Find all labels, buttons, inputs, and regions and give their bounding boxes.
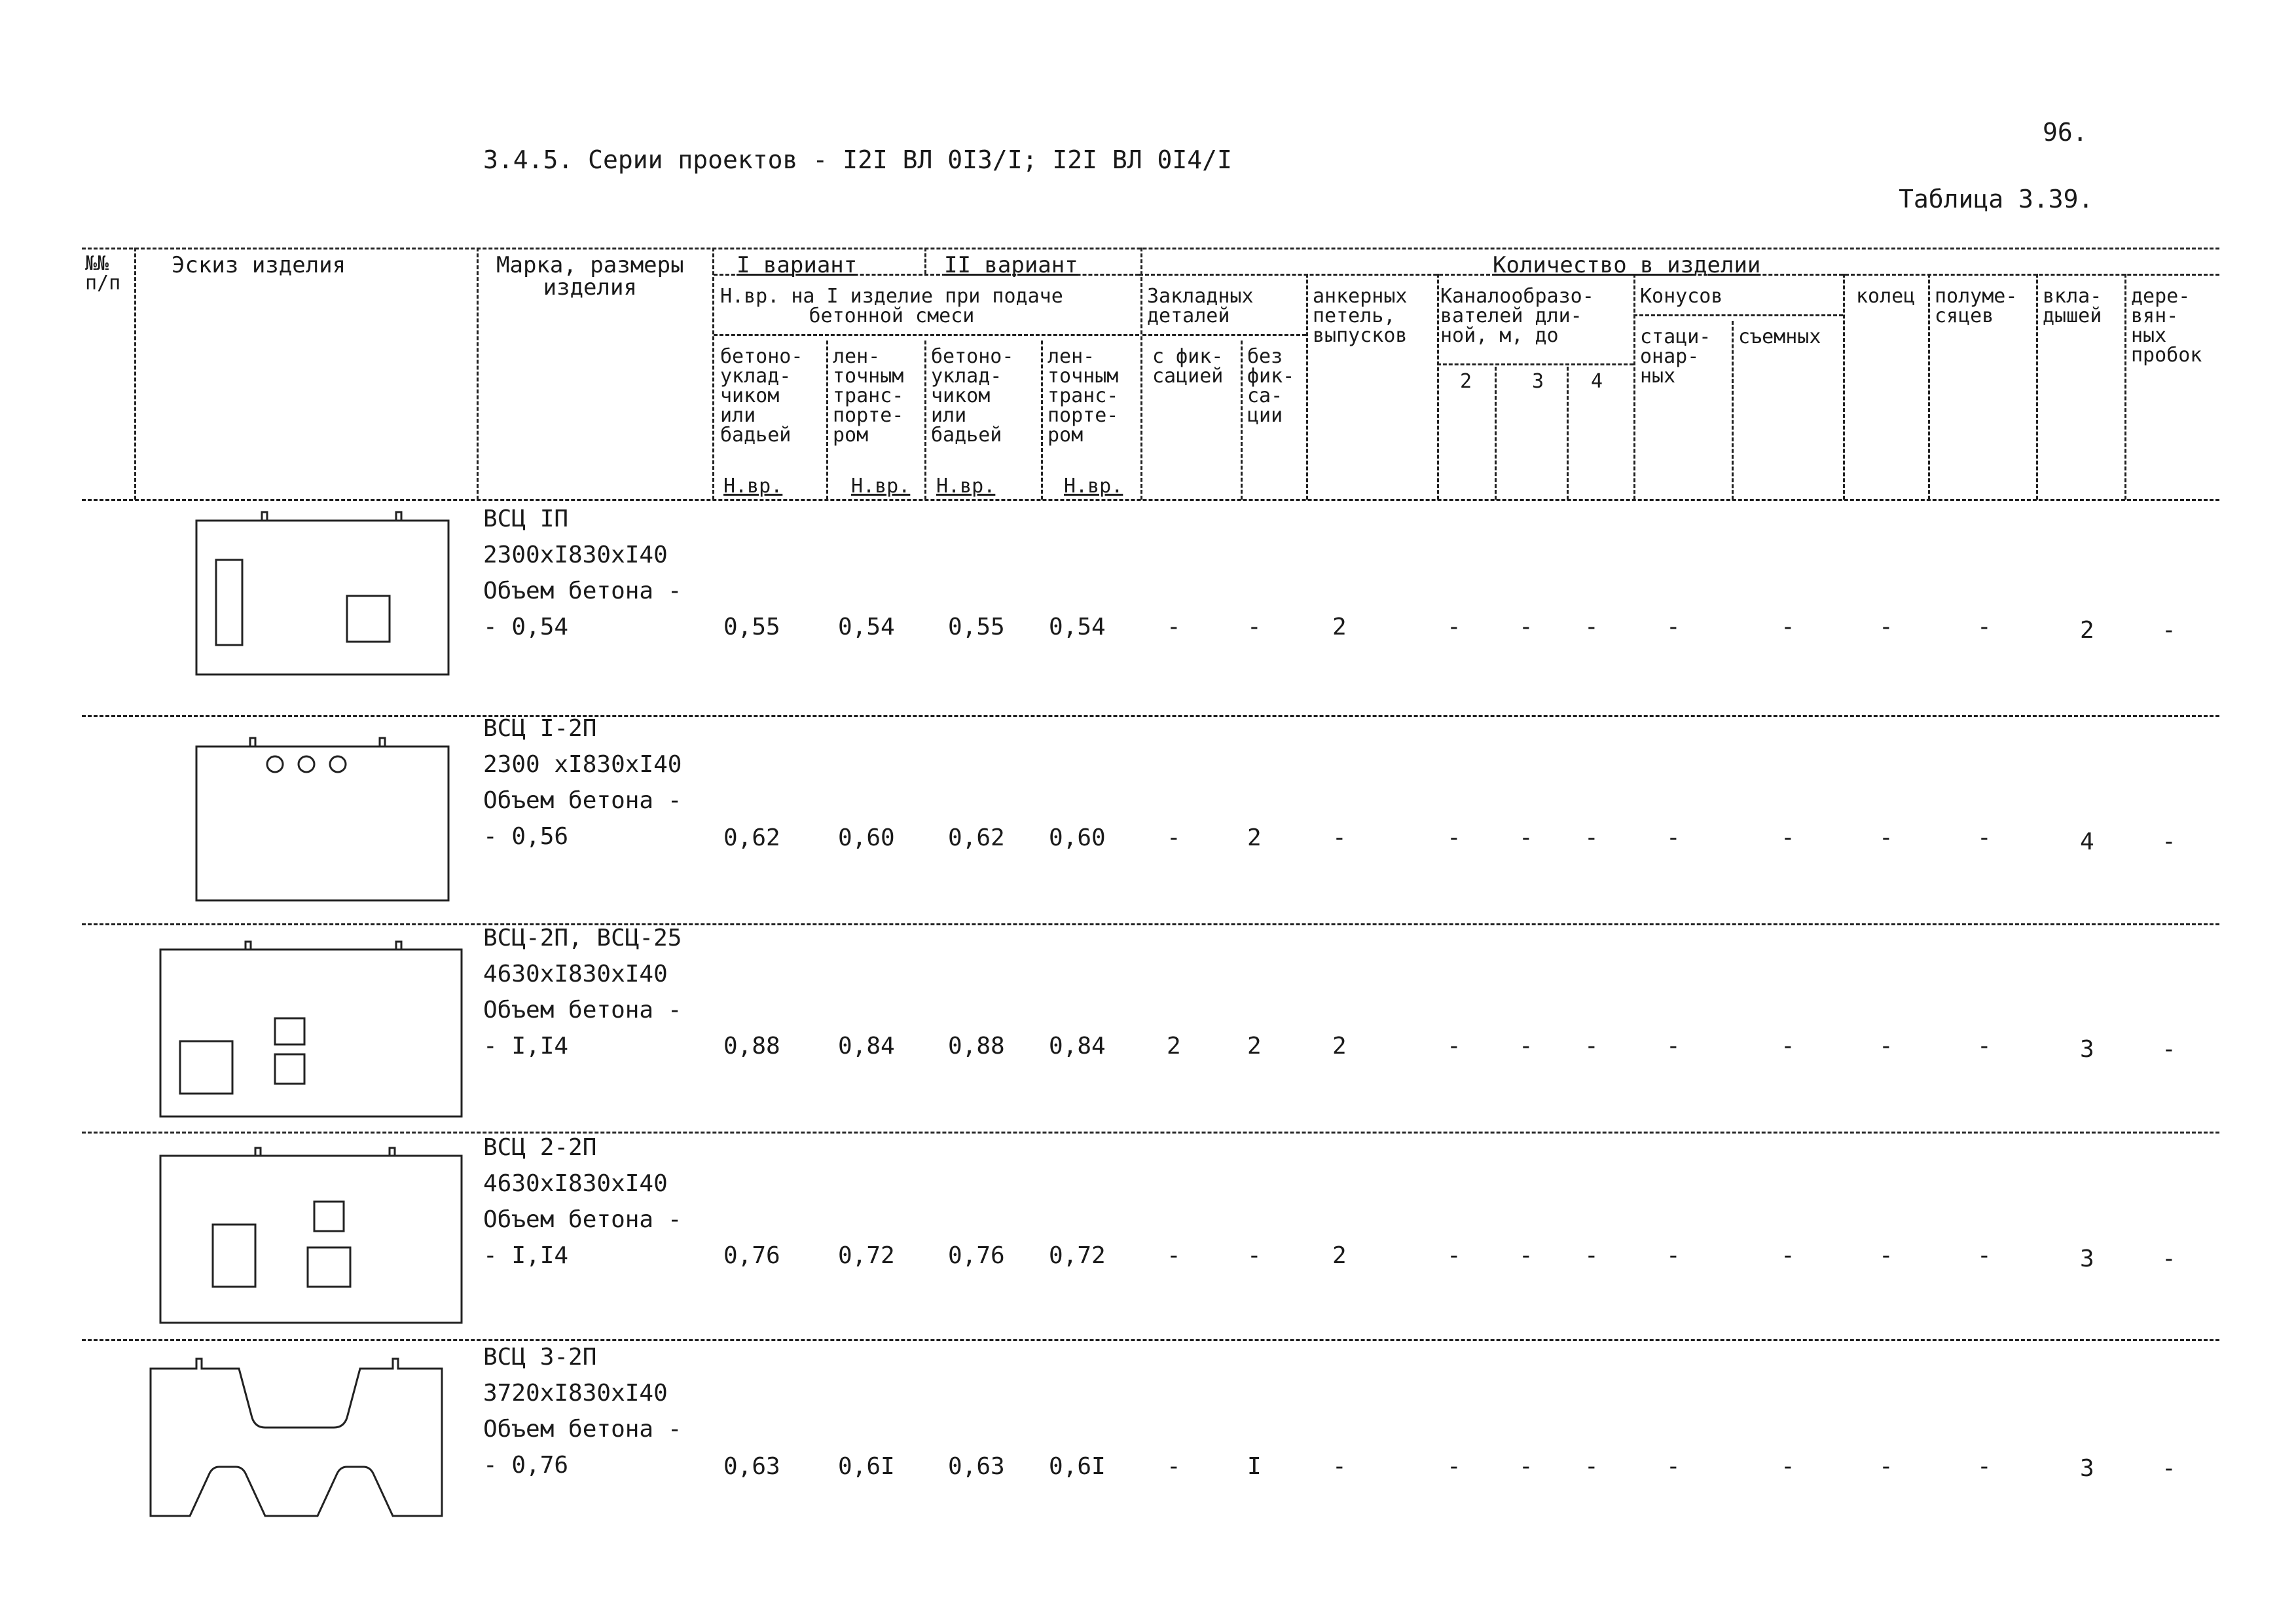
row-5-val: 0,63 [723, 1453, 780, 1480]
row-1-val: 0,55 [723, 614, 780, 640]
header-nvr-line [714, 334, 1139, 336]
row-5-val: - [1584, 1453, 1599, 1480]
header-zaklad-nofix: без фик- са- ции [1247, 345, 1295, 427]
row-3-mark: ВСЦ-2П, ВСЦ-25 [483, 925, 682, 951]
row-4-val: - [1584, 1242, 1599, 1269]
row-2-val: - [1879, 824, 1893, 851]
header-derev: дере- вян- ных пробок [2131, 287, 2202, 365]
header-zaklad: Закладных деталей [1147, 285, 1254, 327]
row-3-val: 0,84 [1049, 1033, 1106, 1060]
row-2-val: 0,60 [1049, 824, 1106, 851]
row-4-val: 2 [1332, 1242, 1347, 1269]
header-nvr-3: Н.вр. [936, 475, 996, 498]
row-1-val: - [1247, 614, 1262, 640]
row-5-val: 0,6I [1049, 1453, 1106, 1480]
row-1-val: 0,54 [838, 614, 895, 640]
row-1-vol: - 0,54 [483, 614, 569, 640]
row-2-mark: ВСЦ I-2П [483, 715, 597, 742]
col-div-9 [1306, 274, 1308, 500]
header-sub-lent-1: лен- точным транс- порте- ром [833, 345, 904, 447]
header-nvr-text: Н.вр. на I изделие при подаче бетонной смеси [720, 285, 1063, 327]
row-2-val: - [1519, 824, 1533, 851]
row-separator [82, 1132, 2219, 1134]
row-1-val: 2 [1332, 614, 1347, 640]
sketch-row-3 [147, 930, 468, 1120]
row-3-val: 0,84 [838, 1033, 895, 1060]
col-div-10 [1437, 274, 1439, 500]
col-div-15 [1843, 274, 1845, 500]
row-5-val: - [1977, 1453, 1992, 1480]
header-kanal: Каналообразо- вателей дли- ной, м, до [1440, 285, 1594, 347]
header-kanal-line [1437, 363, 1633, 365]
row-4-vol: - I,I4 [483, 1242, 569, 1269]
row-5-val: - [1781, 1453, 1795, 1480]
row-2-val: - [1781, 824, 1795, 851]
row-3-val: - [1781, 1033, 1795, 1060]
row-separator [82, 1339, 2219, 1341]
row-1-val: - [1879, 614, 1893, 640]
row-3-val: 3 [2080, 1036, 2094, 1063]
row-3-val: - [1977, 1033, 1992, 1060]
row-4-val: - [1247, 1242, 1262, 1269]
header-variant-2: II вариант [944, 252, 1078, 278]
header-num: №№ п/п [85, 252, 121, 295]
row-2-val: 0,60 [838, 824, 895, 851]
row-3-val: - [1666, 1033, 1681, 1060]
header-zaklad-line [1142, 334, 1306, 336]
row-3-val: - [1879, 1033, 1893, 1060]
row-3-val: - [1584, 1033, 1599, 1060]
row-5-dims: 3720xI830xI40 [483, 1380, 668, 1407]
row-5-val: I [1247, 1453, 1262, 1480]
row-separator [82, 715, 2219, 717]
row-4-val: - [1519, 1242, 1533, 1269]
header-zaklad-fix: с фик- сацией [1152, 345, 1224, 388]
row-4-val: - [1781, 1242, 1795, 1269]
row-3-val: 2 [1167, 1033, 1181, 1060]
row-1-val: 2 [2080, 617, 2094, 644]
header-konus: Конусов [1640, 285, 1723, 308]
row-5-val: 3 [2080, 1455, 2094, 1482]
col-div-17 [2036, 274, 2038, 500]
header-kanal-4: 4 [1591, 370, 1603, 393]
row-2-val: 0,62 [723, 824, 780, 851]
sketch-row-5 [147, 1352, 468, 1522]
header-nvr-2: Н.вр. [851, 475, 911, 498]
col-div-5b [924, 341, 926, 500]
row-4-val: - [1879, 1242, 1893, 1269]
row-separator [82, 923, 2219, 925]
row-3-dims: 4630xI830xI40 [483, 961, 668, 987]
row-2-val: - [1584, 824, 1599, 851]
row-3-val: 2 [1247, 1033, 1262, 1060]
page-number: 96. [2043, 118, 2088, 147]
header-bottom-line [82, 499, 2219, 501]
row-3-val: 2 [1332, 1033, 1347, 1060]
row-2-val: - [1666, 824, 1681, 851]
row-1-val: 0,55 [948, 614, 1005, 640]
col-div-13 [1633, 274, 1635, 500]
row-2-val: 2 [1247, 824, 1262, 851]
row-4-val: - [1666, 1242, 1681, 1269]
row-1-val: - [1584, 614, 1599, 640]
row-4-mark: ВСЦ 2-2П [483, 1134, 597, 1161]
header-polumes: полуме- сяцев [1935, 285, 2018, 327]
row-1-val: - [1977, 614, 1992, 640]
row-1-val: - [2162, 617, 2176, 644]
row-5-val: - [1447, 1453, 1461, 1480]
table-label: Таблица 3.39. [1899, 185, 2094, 213]
row-4-val: 0,76 [723, 1242, 780, 1269]
row-4-dims: 4630xI830xI40 [483, 1170, 668, 1197]
header-quantity: Количество в изделии [1493, 252, 1761, 278]
header-mark: Марка, размеры изделия [496, 252, 684, 301]
row-1-vol-label: Объем бетона - [483, 578, 682, 604]
col-div-3 [712, 248, 714, 500]
row-2-val: - [1167, 824, 1181, 851]
col-div-1 [134, 248, 136, 500]
row-4-val: 0,72 [1049, 1242, 1106, 1269]
header-sub-lent-2: лен- точным транс- порте- ром [1048, 345, 1119, 447]
col-div-4 [826, 341, 828, 500]
header-sub-bet-2: бетоно- уклад- чиком или бадьей [931, 345, 1014, 447]
row-4-val: - [1447, 1242, 1461, 1269]
row-4-val: - [1167, 1242, 1181, 1269]
col-div-5 [924, 248, 926, 274]
header-sub-bet-1: бетоно- уклад- чиком или бадьей [720, 345, 803, 447]
header-konus-line [1633, 314, 1843, 316]
row-2-val: - [1447, 824, 1461, 851]
row-3-val: 0,88 [723, 1033, 780, 1060]
col-div-8 [1241, 341, 1243, 500]
row-1-mark: ВСЦ IП [483, 506, 569, 532]
header-kolec: колец [1856, 285, 1916, 308]
col-div-16 [1928, 274, 1930, 500]
row-4-vol-label: Объем бетона - [483, 1206, 682, 1233]
row-4-val: - [2162, 1246, 2176, 1272]
header-sketch: Эскиз изделия [172, 252, 346, 278]
row-3-vol: - I,I4 [483, 1033, 569, 1060]
row-3-val: - [1519, 1033, 1533, 1060]
row-3-val: - [2162, 1036, 2176, 1063]
col-div-7 [1140, 248, 1142, 500]
row-2-val: 4 [2080, 828, 2094, 855]
row-2-val: - [2162, 828, 2176, 855]
row-4-val: 3 [2080, 1246, 2094, 1272]
row-1-dims: 2300xI830xI40 [483, 542, 668, 568]
sketch-row-2 [190, 730, 452, 910]
row-2-val: 0,62 [948, 824, 1005, 851]
header-konus-stat: стаци- онар- ных [1640, 325, 1711, 388]
row-5-val: 0,63 [948, 1453, 1005, 1480]
row-5-val: - [2162, 1455, 2176, 1482]
row-1-val: - [1666, 614, 1681, 640]
header-nvr-1: Н.вр. [723, 475, 783, 498]
row-5-val: - [1167, 1453, 1181, 1480]
row-1-val: - [1781, 614, 1795, 640]
header-konus-rem: съемных [1738, 325, 1821, 348]
section-title: 3.4.5. Серии проектов - I2I ВЛ 0I3/I; I2I ВЛ 0I4/I [483, 145, 1232, 174]
row-3-val: - [1447, 1033, 1461, 1060]
row-4-val: 0,76 [948, 1242, 1005, 1269]
row-4-val: 0,72 [838, 1242, 895, 1269]
row-3-val: 0,88 [948, 1033, 1005, 1060]
sketch-row-4 [147, 1136, 468, 1326]
header-variant-1: I вариант [737, 252, 858, 278]
col-div-6 [1041, 341, 1043, 500]
row-2-val: - [1977, 824, 1992, 851]
row-5-val: 0,6I [838, 1453, 895, 1480]
row-3-vol-label: Объем бетона - [483, 997, 682, 1024]
row-1-val: - [1167, 614, 1181, 640]
row-4-val: - [1977, 1242, 1992, 1269]
row-2-vol: - 0,56 [483, 823, 569, 850]
row-5-val: - [1879, 1453, 1893, 1480]
header-vklad: вкла- дышей [2043, 285, 2102, 327]
row-5-val: - [1332, 1453, 1347, 1480]
row-5-vol: - 0,76 [483, 1452, 569, 1479]
header-nvr-4: Н.вр. [1064, 475, 1123, 498]
col-div-14 [1732, 321, 1734, 500]
col-div-12 [1567, 367, 1569, 500]
col-div-11 [1495, 367, 1497, 500]
header-kanal-2: 2 [1460, 370, 1472, 393]
row-2-vol-label: Объем бетона - [483, 787, 682, 814]
row-1-val: - [1447, 614, 1461, 640]
header-anchor: анкерных петель, выпусков [1313, 285, 1408, 347]
row-5-vol-label: Объем бетона - [483, 1416, 682, 1443]
header-kanal-3: 3 [1532, 370, 1544, 393]
row-5-mark: ВСЦ 3-2П [483, 1344, 597, 1371]
row-2-dims: 2300 xI830xI40 [483, 751, 682, 778]
row-5-val: - [1666, 1453, 1681, 1480]
row-5-val: - [1519, 1453, 1533, 1480]
row-2-val: - [1332, 824, 1347, 851]
sketch-row-1 [190, 504, 452, 681]
row-1-val: 0,54 [1049, 614, 1106, 640]
header-top-line [82, 248, 2219, 249]
col-div-18 [2124, 274, 2126, 500]
row-1-val: - [1519, 614, 1533, 640]
col-div-2 [477, 248, 479, 500]
